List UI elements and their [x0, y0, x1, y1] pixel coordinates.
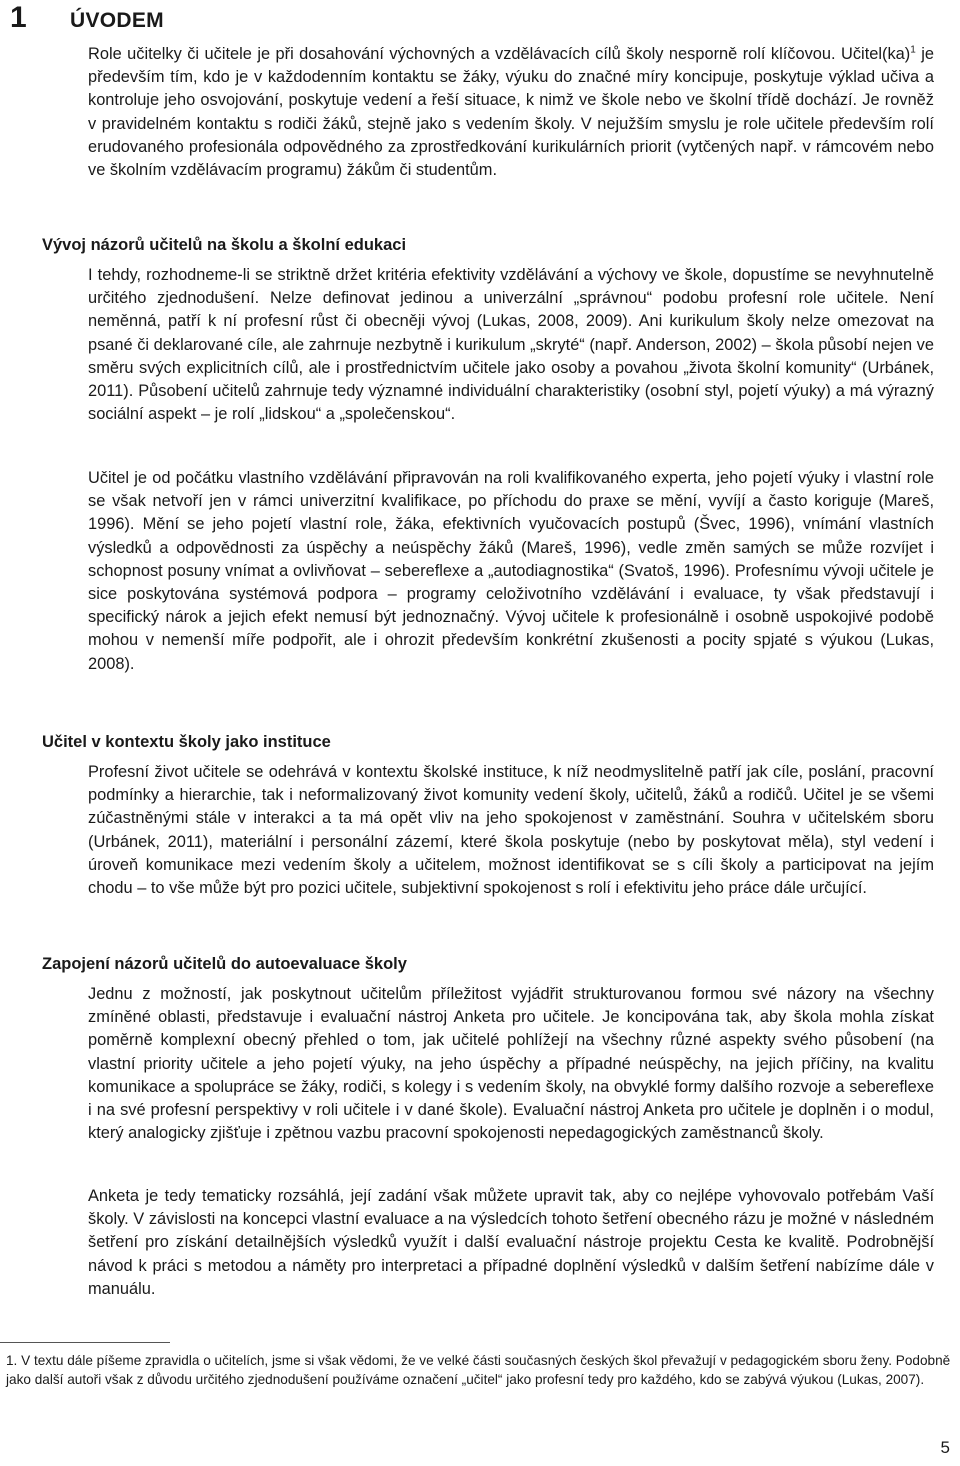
section-paragraph: I tehdy, rozhodneme-li se striktně držet kritéria efektivity vzdělávání a výchovy ve škole, dopustíme se nevyhnutelně určitého zjednodušení. Nelze definovat jedinou a univerzální „správnou“ podobu profesní role učitele. Není neměnná, patří k ní profesní růst či obecněji vývoj (Lukas, 2008, 2009). Ani kurikulum školy nelze omezovat na psané či deklarované cíle, ale zahrnuje nezbytně i kurikulum „skryté“ (např. Anderson, 2002) – škola působí nejen ve směru svých explicitních cílů, ale i prostřednictvím učitele jako osoby a povahou „života školní komunity“ (Urbánek, 2011). Působení učitelů zahrnuje tedy významné individuální charakteristiky (osobní styl, pojetí výuky) a má výrazný sociální aspekt – je rolí „lidskou“ a „společenskou“.	[88, 266, 934, 424]
section-heading: Učitel v kontextu školy jako instituce	[42, 733, 331, 751]
section-heading: Vývoj názorů učitelů na školu a školní edukaci	[42, 236, 407, 254]
intro-text-end: je především tím, kdo je v každodenním kontaktu se žáky, výuku do značné míry koncipuje, poskytuje výklad učiva a kontroluje jeho osvojování, poskytuje vedení a řeší situace, k nimž ve škole nebo ve školní třídě dochází. Je rovněž v pravidelném kontaktu s rodiči žáků, stejně jako s vedením školy. V nejužším smyslu je role učitele především rolí erudovaného profesionála odpovědného za zprostředkování kurikulárních priorit (vytčených např. v rámcovém nebo ve školním vzdělávacím programu) žákům či studentům.	[88, 45, 934, 180]
chapter-heading	[10, 0, 164, 36]
section-paragraph: Jednu z možností, jak poskytnout učitelům příležitost vyjádřit strukturovanou formou své názory na všechny zmíněné oblasti, představuje i evaluační nástroj Anketa pro učitele. Je koncipována tak, aby škola mohla získat poměrně komplexní obecný přehled o tom, jak učitelé pohlížejí na všechny různé aspekty svého působení (na vlastní priority učitele a jeho pojetí výuky, na jeho úspěchy a případné neúspěchy, na jejich příčiny, na kvalitu komunikace a spolupráce se žáky, rodiči, s kolegy i s vedením školy, na obvyklé formy dalšího rozvoje a sebereflexe i na své profesní perspektivy v roli učitele i v dané škole). Evaluační nástroj Anketa pro učitele je doplněn i o modul, který analogicky zjišťuje i zpětnou vazbu pracovní spokojenosti nepedagogických zaměstnanců školy.	[88, 985, 934, 1143]
section-paragraph: Anketa je tedy tematicky rozsáhlá, její zadání však můžete upravit tak, aby co nejlépe vyhovovalo potřebám Vaší školy. V závislosti na koncepci vlastní evaluace a na výsledcích tohoto šetření obecného rázu je možné v následném šetření pro získání detailnějších výsledků využít i další evaluační nástroje projektu Cesta ke kvalitě. Podrobnější návod k práci s metodou a náměty pro interpretaci a případné doplnění výsledků v dalším šetření nabízíme dále v manuálu.	[88, 1187, 934, 1298]
chapter-number: 1	[10, 1, 27, 34]
intro-paragraph	[88, 43, 934, 182]
chapter-title: ÚVODEM	[70, 9, 164, 32]
footnote-reference[interactable]: 1	[910, 44, 916, 56]
intro-text-start: Role učitelky či učitele je při dosahování výchovných a vzdělávacích cílů školy nesporně rolí klíčovou. Učitel(ka)	[88, 45, 911, 63]
page-number: 5	[940, 1438, 950, 1457]
section-paragraph: Učitel je od počátku vlastního vzdělávání připravován na roli kvalifikovaného experta, jeho pojetí výuky i vlastní role se však netvoří jen v rámci univerzitní kvalifikace, po příchodu do praxe se mění, vyvíjí a často koriguje (Mareš, 1996). Mění se jeho pojetí vlastní role, žáka, efektivních vyučovacích postupů (Švec, 1996), vnímání vlastních výsledků a odpovědnosti za úspěchy a neúspěchy žáků (Mareš, 1996), vedle změn samých se může rozvíjet i schopnost posuny vnímat a ovlivňovat – sebereflexe a „autodiagnostika“ (Svatoš, 1996). Profesnímu vývoji učitele je sice poskytována systémová podpora – programy celoživotního vzdělávání i evaluace, ty však představují i specifický nárok a jejich efekt nemusí být jednoznačný. Vývoj učitele k profesionálně i osobně uspokojivé podobě mohou v nemenší míře podpořit, ale i ohrozit především konkrétní zkušenosti a pocity spjaté s výukou (Lukas, 2008).	[88, 469, 934, 673]
section-heading: Zapojení názorů učitelů do autoevaluace školy	[42, 955, 407, 973]
footnote-divider	[0, 1342, 170, 1343]
footnote: 1. V textu dále píšeme zpravidla o učitelích, jsme si však vědomi, že ve velké části současných českých škol převažují v pedagogickém sboru ženy. Podobně jako další autoři však z důvodu určitého zjednodušení používáme označení „učitel“ jako profesní tedy pro každého, kdo se zabývá výukou (Lukas, 2007).	[6, 1353, 951, 1388]
section-paragraph: Profesní život učitele se odehrává v kontextu školské instituce, k níž neodmyslitelně patří jak cíle, poslání, pracovní podmínky a hierarchie, tak i neformalizovaný život komunity vedení školy, učitelů, žáků a rodičů. Učitel je se všemi zúčastněnými stále v interakci a ta má opět vliv na jeho spokojenost v zaměstnání. Souhra v učitelském sboru (Urbánek, 2011), materiální i personální zázemí, které škola poskytuje (nebo by poskytovat měla), styl vedení i úroveň komunikace mezi vedením školy a učitelem, možnost identifikovat se s cíli školy a participovat na jejím chodu – to vše může být pro pozici učitele, subjektivní spokojenost s rolí i efektivitu jeho práce dále určující.	[88, 763, 934, 898]
